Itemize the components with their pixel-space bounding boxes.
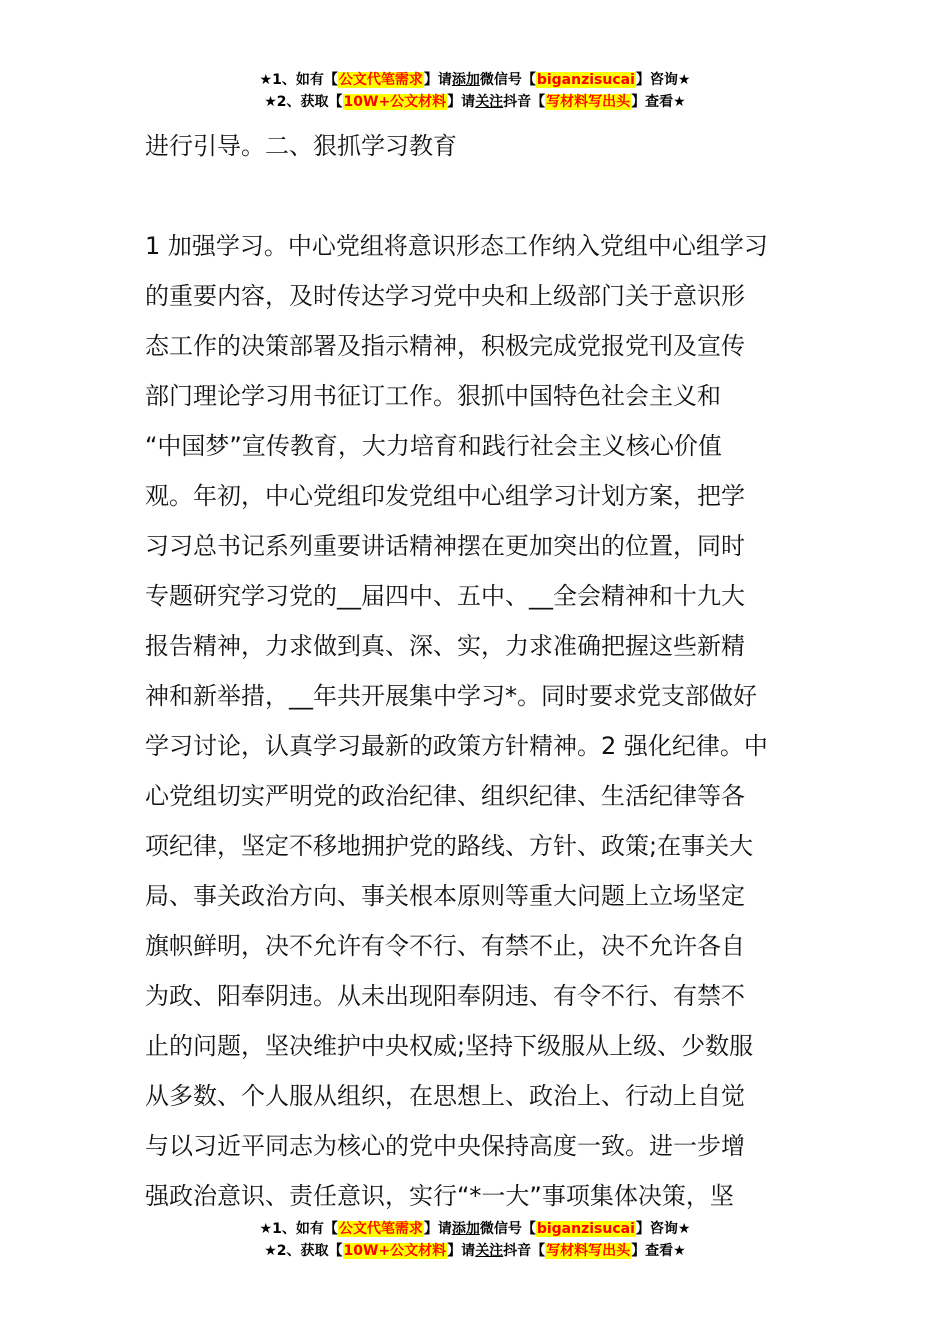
text-line: 旗帜鲜明，决不允许有令不行、有禁不止，决不允许各自 <box>145 932 745 960</box>
banner-text: ★1、如有【 <box>259 1221 338 1237</box>
text-line: 习习总书记系列重要讲话精神摆在更加突出的位置，同时 <box>145 532 745 560</box>
banner-line-2 <box>0 91 950 113</box>
section-heading: 进行引导。二、狠抓学习教育 <box>145 132 457 160</box>
banner-text: 】请 <box>423 72 452 88</box>
text-line: 观。年初，中心党组印发党组中心组学习计划方案，把学 <box>145 482 745 510</box>
banner-line-1 <box>0 1218 950 1240</box>
banner-text: 】请 <box>447 94 476 110</box>
top-banner <box>0 69 950 113</box>
banner-text: 抖音【 <box>503 94 546 110</box>
text-line: 局、事关政治方向、事关根本原则等重大问题上立场坚定 <box>145 882 745 910</box>
text-line: 态工作的决策部署及指示精神，积极完成党报党刊及宣传 <box>145 332 745 360</box>
body-paragraph <box>145 226 810 1226</box>
banner-text: 微信号【 <box>479 1221 536 1237</box>
text-line: 项纪律，坚定不移地拥护党的路线、方针、政策;在事关大 <box>145 832 754 860</box>
text-line: 为政、阳奉阴违。从未出现阳奉阴违、有令不行、有禁不 <box>145 982 745 1010</box>
text-line: 心党组切实严明党的政治纪律、组织纪律、生活纪律等各 <box>145 782 745 810</box>
text-line: 与以习近平同志为核心的党中央保持高度一致。进一步增 <box>145 1132 745 1160</box>
douyin-id-highlight: 写材料写出头 <box>546 94 631 110</box>
banner-text: 】请 <box>447 1243 476 1259</box>
text-line: 部门理论学习用书征订工作。狠抓中国特色社会主义和 <box>145 382 721 410</box>
banner-text: 】查看★ <box>631 94 686 110</box>
underlined-text: 关注 <box>475 1243 504 1259</box>
banner-text: ★2、获取【 <box>264 1243 343 1259</box>
douyin-id-highlight: 写材料写出头 <box>546 1243 631 1259</box>
banner-text: 】咨询★ <box>635 72 691 88</box>
banner-text: 】请 <box>423 1221 452 1237</box>
banner-text: 】咨询★ <box>635 1221 691 1237</box>
text-line: 1 加强学习。中心党组将意识形态工作纳入党组中心组学习 <box>145 232 768 260</box>
text-line: 神和新举措，__年共开展集中学习*。同时要求党支部做好 <box>145 682 757 710</box>
banner-text: 抖音【 <box>503 1243 546 1259</box>
banner-text: ★1、如有【 <box>259 72 338 88</box>
banner-line-2 <box>0 1240 950 1262</box>
banner-text: 微信号【 <box>479 72 536 88</box>
underlined-text: 添加 <box>451 72 480 88</box>
highlight-label: 10W+公文材料 <box>343 1243 447 1259</box>
highlight-label: 公文代笔需求 <box>338 1221 423 1237</box>
highlight-label: 10W+公文材料 <box>343 94 447 110</box>
underlined-text: 关注 <box>475 94 504 110</box>
text-line: 报告精神，力求做到真、深、实，力求准确把握这些新精 <box>145 632 745 660</box>
banner-text: 】查看★ <box>631 1243 686 1259</box>
text-line: “中国梦”宣传教育，大力培育和践行社会主义核心价值 <box>145 432 722 460</box>
wechat-id-highlight: biganzisucai <box>536 1221 635 1237</box>
bottom-banner <box>0 1218 950 1262</box>
banner-line-1 <box>0 69 950 91</box>
text-line: 强政治意识、责任意识，实行“*一大”事项集体决策，坚 <box>145 1182 734 1210</box>
text-line: 止的问题，坚决维护中央权威;坚持下级服从上级、少数服 <box>145 1032 754 1060</box>
wechat-id-highlight: biganzisucai <box>536 72 635 88</box>
underlined-text: 添加 <box>451 1221 480 1237</box>
text-line: 从多数、个人服从组织，在思想上、政治上、行动上自觉 <box>145 1082 745 1110</box>
text-line: 的重要内容，及时传达学习党中央和上级部门关于意识形 <box>145 282 745 310</box>
banner-text: ★2、获取【 <box>264 94 343 110</box>
text-line: 专题研究学习党的__届四中、五中、__全会精神和十九大 <box>145 582 745 610</box>
highlight-label: 公文代笔需求 <box>338 72 423 88</box>
text-line: 学习讨论，认真学习最新的政策方针精神。2 强化纪律。中 <box>145 732 768 760</box>
